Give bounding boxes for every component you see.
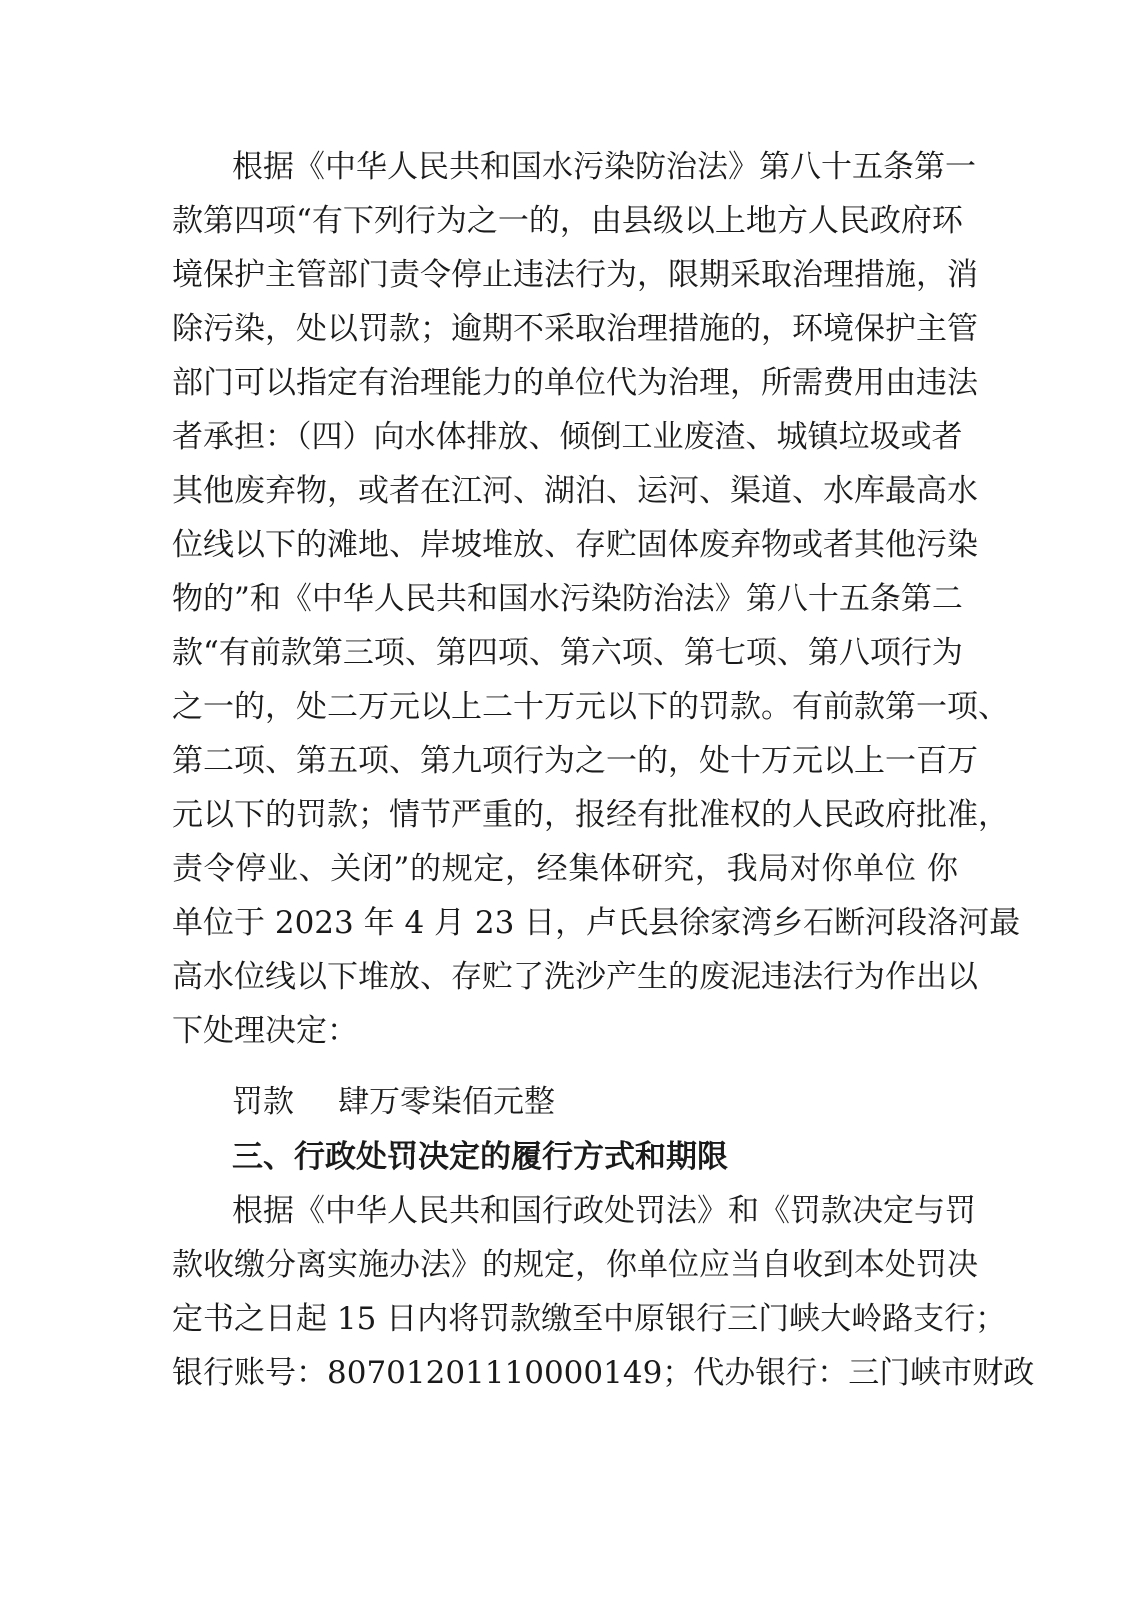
- penalty-amount: 肆万零柒佰元整: [338, 1084, 555, 1120]
- legal-basis-line: 物的”和《中华人民共和国水污染防治法》第八十五条第二: [172, 581, 963, 617]
- legal-basis-line: 部门可以指定有治理能力的单位代为治理，所需费用由违法: [172, 365, 978, 401]
- legal-basis-line: 者承担：（四）向水体排放、倾倒工业废渣、城镇垃圾或者: [172, 419, 963, 455]
- legal-basis-line: 根据《中华人民共和国水污染防治法》第八十五条第一: [232, 149, 976, 185]
- legal-basis-line: 单位于 2023 年 4 月 23 日，卢氏县徐家湾乡石断河段洛河最: [172, 905, 1021, 941]
- payment-line: 根据《中华人民共和国行政处罚法》和《罚款决定与罚: [232, 1193, 976, 1229]
- legal-basis-line: 其他废弃物，或者在江河、湖泊、运河、渠道、水库最高水: [172, 473, 978, 509]
- payment-line: 款收缴分离实施办法》的规定，你单位应当自收到本处罚决: [172, 1247, 978, 1283]
- legal-basis-line: 款“有前款第三项、第四项、第六项、第七项、第八项行为: [172, 635, 963, 671]
- legal-basis-line: 下处理决定：: [172, 1013, 358, 1049]
- section-heading: 三、行政处罚决定的履行方式和期限: [232, 1139, 728, 1175]
- legal-basis-line: 元以下的罚款；情节严重的，报经有批准权的人民政府批准，: [172, 797, 1009, 833]
- legal-basis-line: 位线以下的滩地、岸坡堆放、存贮固体废弃物或者其他污染: [172, 527, 978, 563]
- penalty-label: 罚款: [232, 1084, 294, 1120]
- legal-basis-line: 境保护主管部门责令停止违法行为，限期采取治理措施，消: [172, 257, 978, 293]
- legal-basis-line: 第二项、第五项、第九项行为之一的，处十万元以上一百万: [172, 743, 978, 779]
- penalty-row: [232, 1075, 555, 1129]
- payment-line: 银行账号：80701201110000149；代办银行：三门峡市财政: [172, 1355, 1035, 1391]
- legal-basis-line: 款第四项“有下列行为之一的，由县级以上地方人民政府环: [172, 203, 963, 239]
- legal-basis-line: 责令停业、关闭”的规定，经集体研究，我局对你单位 你: [172, 851, 958, 887]
- legal-basis-line: 之一的，处二万元以上二十万元以下的罚款。有前款第一项、: [172, 689, 1009, 725]
- payment-line: 定书之日起 15 日内将罚款缴至中原银行三门峡大岭路支行；: [172, 1301, 1007, 1337]
- legal-basis-line: 高水位线以下堆放、存贮了洗沙产生的废泥违法行为作出以: [172, 959, 978, 995]
- legal-basis-line: 除污染，处以罚款；逾期不采取治理措施的，环境保护主管: [172, 311, 978, 347]
